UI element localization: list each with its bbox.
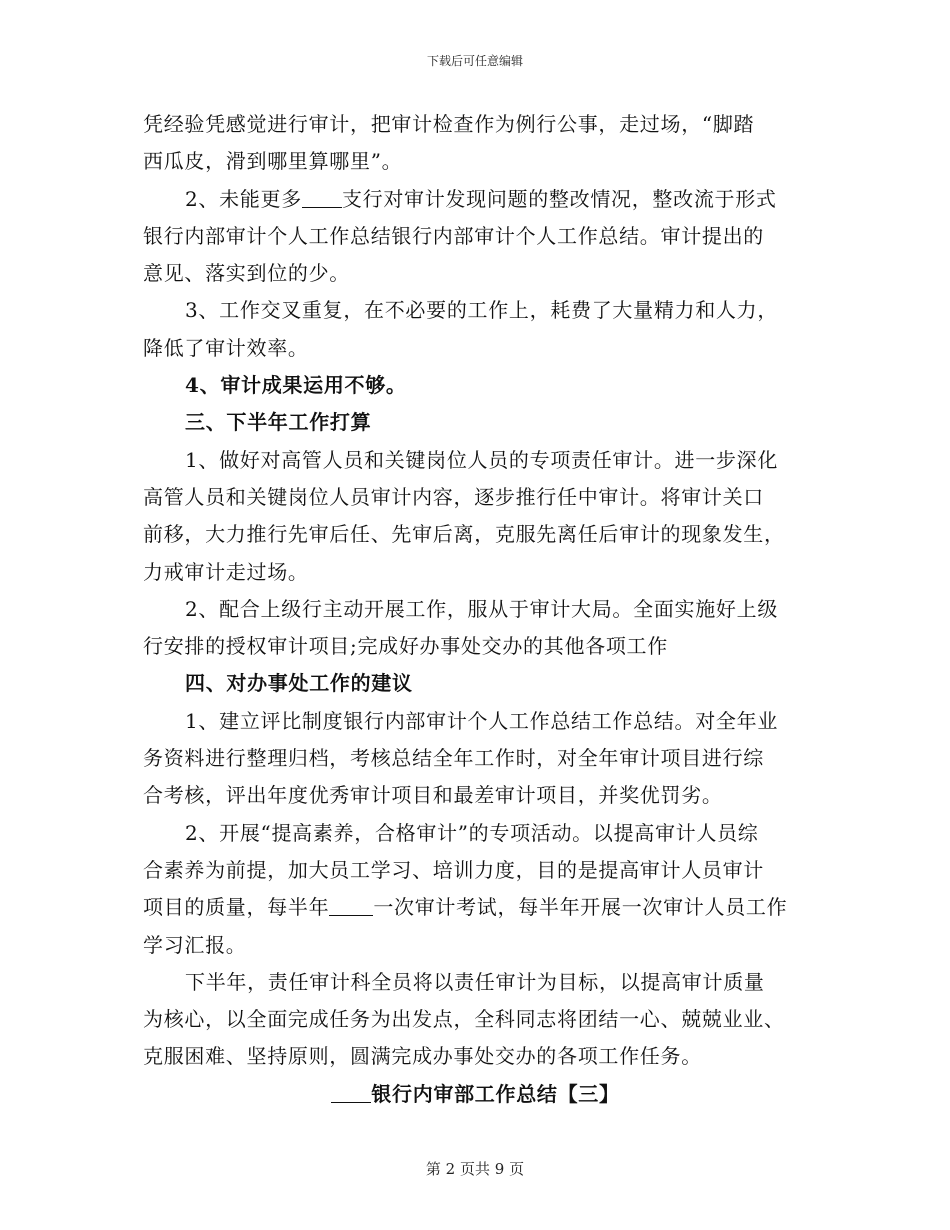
paragraph-line: 1、建立评比制度银行内部审计个人工作总结工作总结。对全年业 — [185, 708, 779, 733]
blank-underline — [302, 189, 342, 208]
paragraph-line: 前移，大力推行先审后任、先审后离，克服先离任后审计的现象发生， — [143, 522, 785, 547]
section-title — [143, 1076, 808, 1113]
paragraph-line: 务资料进行整理归档，考核总结全年工作时，对全年审计项目进行综 — [143, 746, 764, 771]
paragraph-line: 凭经验凭感觉进行审计，把审计检查作为例行公事，走过场，“脚踏 — [143, 112, 755, 136]
paragraph-line: 为核心，以全面完成任务为出发点，全科同志将团结一心、兢兢业业、 — [143, 1007, 785, 1032]
paragraph-line — [143, 889, 808, 926]
section-heading: 四、对办事处工作的建议 — [185, 671, 413, 696]
paragraph-line: 合考核，评出年度优秀审计项目和最差审计项目，并奖优罚劣。 — [143, 783, 723, 808]
paragraph-line: 下半年，责任审计科全员将以责任审计为目标，以提高审计质量 — [185, 969, 765, 994]
paragraph-line: 力戒审计走过场。 — [143, 559, 309, 584]
paragraph-line: 行安排的授权审计项目;完成好办事处交办的其他各项工作 — [143, 634, 668, 659]
paragraph-line: 银行内部审计个人工作总结银行内部审计个人工作总结。审计提出的 — [143, 223, 764, 248]
text-run: 银行内审部工作总结【三】 — [371, 1081, 620, 1106]
text-run: 2、未能更多 — [185, 186, 302, 211]
paragraph-line: 3、工作交叉重复，在不必要的工作上，耗费了大量精力和人力， — [185, 298, 779, 323]
page-number: 第 2 页共 9 页 — [425, 1160, 525, 1178]
paragraph-line: 克服困难、坚持原则，圆满完成办事处交办的各项工作任务。 — [143, 1044, 702, 1069]
text-run: 项目的质量，每半年 — [143, 895, 330, 920]
paragraph-line: 2、开展“提高素养，合格审计”的专项活动。以提高审计人员综 — [185, 820, 759, 845]
text-run: 一次审计考试，每半年开展一次审计人员工作 — [373, 895, 788, 920]
paragraph-line: 2、配合上级行主动开展工作，服从于审计大局。全面实施好上级 — [185, 596, 779, 621]
section-heading: 三、下半年工作打算 — [185, 410, 372, 435]
paragraph-line: 西瓜皮，滑到哪里算哪里”。 — [143, 149, 403, 174]
paragraph-line: 降低了审计效率。 — [143, 335, 309, 360]
text-run: 支行对审计发现问题的整改情况，整改流于形式 — [341, 186, 777, 211]
paragraph-line: 合素养为前提，加大员工学习、培训力度，目的是提高审计人员审计 — [143, 857, 764, 882]
paragraph-line: 1、做好对高管人员和关键岗位人员的专项责任审计。进一步深化 — [185, 447, 779, 472]
paragraph-line: 学习汇报。 — [143, 932, 247, 957]
paragraph-line — [143, 181, 808, 218]
blank-underline — [329, 897, 373, 916]
paragraph-line: 意见、落实到位的少。 — [143, 261, 350, 286]
document-body — [143, 106, 808, 1113]
section-subheading: 4、审计成果运用不够。 — [185, 373, 407, 398]
page-header: 下载后可任意编辑 — [426, 54, 523, 68]
paragraph-line: 高管人员和关键岗位人员审计内容，逐步推行任中审计。将审计关口 — [143, 484, 764, 509]
blank-underline — [331, 1084, 371, 1103]
